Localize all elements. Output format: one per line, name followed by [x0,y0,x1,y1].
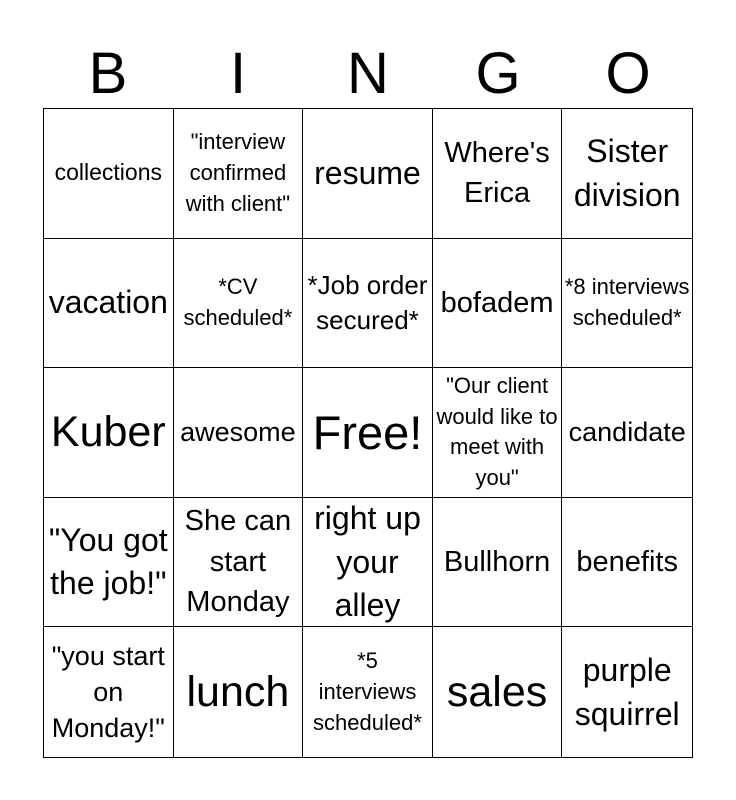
bingo-cell-r2c5[interactable]: *8 interviews scheduled* [562,239,692,369]
header-letter-g: G [475,41,521,106]
bingo-cell-r4c5[interactable]: benefits [562,498,692,628]
free-space[interactable]: Free! [303,368,433,498]
bingo-cell-r1c5[interactable]: Sister division [562,109,692,239]
bingo-cell-r4c2[interactable]: She can start Monday [174,498,304,628]
bingo-cell-r2c2[interactable]: *CV scheduled* [174,239,304,369]
bingo-cell-r4c3[interactable]: right up your alley [303,498,433,628]
header-letter-b: B [88,41,128,106]
bingo-cell-r2c3[interactable]: *Job order secured* [303,239,433,369]
bingo-cell-r4c4[interactable]: Bullhorn [433,498,563,628]
header-letter-n: N [347,41,389,106]
bingo-cell-r5c2[interactable]: lunch [174,627,304,757]
bingo-cell-r3c2[interactable]: awesome [174,368,304,498]
bingo-cell-r1c1[interactable]: collections [44,109,174,239]
bingo-cell-r2c1[interactable]: vacation [44,239,174,369]
header-letter-i: I [229,41,247,106]
bingo-cell-r1c4[interactable]: Where's Erica [433,109,563,239]
bingo-board [43,108,693,758]
bingo-cell-r5c1[interactable]: "you start on Monday!" [44,627,174,757]
bingo-cell-r4c1[interactable]: "You got the job!" [44,498,174,628]
bingo-cell-r5c4[interactable]: sales [433,627,563,757]
bingo-cell-r5c3[interactable]: *5 interviews scheduled* [303,627,433,757]
bingo-cell-r3c5[interactable]: candidate [562,368,692,498]
bingo-cell-r3c4[interactable]: "Our client would like to meet with you" [433,368,563,498]
bingo-cell-r3c1[interactable]: Kuber [44,368,174,498]
header-letter-o: O [605,41,651,106]
bingo-cell-r5c5[interactable]: purple squirrel [574,652,680,733]
bingo-cell-r1c2[interactable]: "interview confirmed with client" [174,109,304,239]
bingo-cell-r2c4[interactable]: bofadem [433,239,563,369]
bingo-header [43,40,693,108]
bingo-cell-r1c3[interactable]: resume [303,109,433,239]
